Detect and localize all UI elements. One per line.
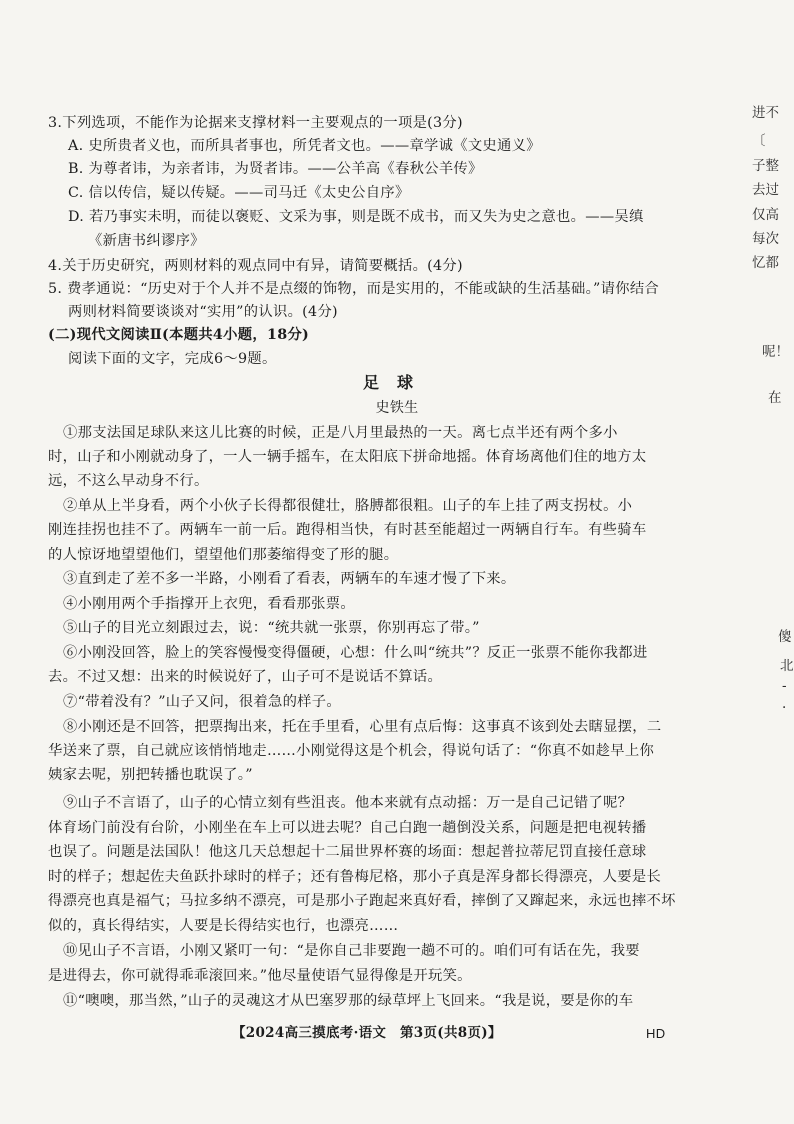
question-3-stem: 3.下列选项，不能作为论据来支撑材料一主要观点的一项是(3分) [48, 115, 463, 131]
question-5-line-2: 两则材料简要谈谈对“实用”的认识。(4分) [68, 304, 338, 320]
adjacent-page-fragment: 仅高 [752, 207, 779, 223]
question-3-option-a: A. 史所贵者义也，而所具者事也，所凭者文也。——章学诚《文史通义》 [68, 138, 541, 154]
story-line: ⑨山子不言语了，山子的心情立刻有些沮丧。他本来就有点动摇：万一是自己记错了呢？ [63, 795, 633, 811]
story-line: 姨家去呢，别把转播也耽误了。” [48, 767, 253, 783]
story-line: 得漂亮也真是福气；马拉多纳不漂亮，可是那小子跑起来真好看，摔倒了又蹿起来，永远也摔不坏 [48, 893, 676, 909]
adjacent-page-fragment: 在 [768, 390, 782, 406]
story-line: ⑤山子的目光立刻跟过去，说：“统共就一张票，你别再忘了带。” [63, 620, 480, 636]
adjacent-page-fragment: · [782, 700, 787, 716]
story-line: 是进得去，你可就得乖乖滚回来。”他尽量使语气显得像是开玩笑。 [48, 968, 472, 984]
story-line: ④小刚用两个手指撑开上衣兜，看看那张票。 [63, 596, 355, 612]
section-instruction: 阅读下面的文字，完成6～9题。 [68, 351, 277, 367]
question-5-line-1: 5. 费孝通说：“历史对于个人并不是点缀的饰物，而是实用的，不能或缺的生活基础。”请你结合 [48, 281, 660, 297]
story-line: ⑧小刚还是不回答，把票掏出来，托在手里看，心里有点后悔：这事真不该到处去瞎显摆，二 [63, 719, 662, 735]
question-3-option-d: D. 若乃事实未明，而徒以褒贬、文采为事，则是既不成书，而又失为史之意也。——吴缜 [68, 209, 644, 225]
adjacent-page-fragment: 忆都 [752, 255, 779, 271]
adjacent-page-fragment: 北 [780, 658, 794, 674]
adjacent-page-fragment: 呢！ [762, 344, 789, 360]
story-line: 远，不这么早动身不行。 [48, 473, 209, 489]
question-4: 4.关于历史研究，两则材料的观点同中有异，请简要概括。(4分) [48, 258, 463, 274]
adjacent-page-fragment: 去过 [752, 182, 779, 198]
story-author: 史铁生 [375, 400, 419, 416]
adjacent-page-fragment: - [782, 678, 787, 694]
story-line: ③直到走了差不多一半路，小刚看了看表，两辆车的车速才慢了下来。 [63, 571, 516, 587]
story-line: ②单从上半身看，两个小伙子长得都很健壮，胳膊都很粗。山子的车上挂了两支拐杖。小 [63, 498, 633, 514]
story-line: 的人惊讶地望望他们，望望他们那萎缩得变了形的腿。 [48, 547, 399, 563]
question-3-option-b: B. 为尊者讳，为亲者讳，为贤者讳。——公羊高《春秋公羊传》 [68, 161, 483, 177]
question-3-option-d-source: 《新唐书纠谬序》 [88, 233, 205, 249]
adjacent-page-fragment: 傻 [778, 629, 792, 645]
adjacent-page-fragment: 子整 [752, 158, 779, 174]
adjacent-page-fragment: 〔 [752, 133, 766, 149]
paper-code: HD [646, 1026, 666, 1041]
story-line: 刚连挂拐也挂不了。两辆车一前一后。跑得相当快，有时甚至能超过一两辆自行车。有些骑车 [48, 522, 647, 538]
story-line: 时的样子；想起佐夫鱼跃扑球时的样子；还有鲁梅尼格，那小子真是浑身都长得漂亮，人要是长 [48, 869, 662, 885]
story-line: 时，山子和小刚就动身了，一人一辆手摇车，在太阳底下拼命地摇。体育场离他们住的地方太 [48, 449, 647, 465]
section-heading: (二)现代文阅读Ⅱ(本题共4小题，18分) [48, 327, 310, 343]
page-footer: 【2024高三摸底考·语文 第3页(共8页)】 [232, 1025, 502, 1041]
question-3-option-c: C. 信以传信，疑以传疑。——司马迁《太史公自序》 [68, 185, 410, 201]
story-title: 足球 [362, 373, 431, 392]
story-line: 也误了。问题是法国队！他这几天总想起十二届世界杯赛的场面：想起普拉蒂尼罚直接任意球 [48, 844, 647, 860]
adjacent-page-fragment: 每次 [752, 231, 779, 247]
story-line: 去。不过又想：出来的时候说好了，山子可不是说话不算话。 [48, 669, 443, 685]
story-line: ⑥小刚没回答，脸上的笑容慢慢变得僵硬，心想：什么叫“统共”？反正一张票不能你我都进 [63, 645, 648, 661]
story-line: 似的，真长得结实，人要是长得结实也行，也漂亮…… [48, 918, 399, 934]
story-line: 体育场门前没有台阶，小刚坐在车上可以进去呢？自己白跑一趟倒没关系，问题是把电视转播 [48, 820, 647, 836]
story-line: ⑦“带着没有？”山子又问，很着急的样子。 [63, 694, 341, 710]
story-line: 华送来了票，自己就应该悄悄地走……小刚觉得这是个机会，得说句话了：“你真不如趁早上你 [48, 743, 655, 759]
story-line: ①那支法国足球队来这儿比赛的时候，正是八月里最热的一天。离七点半还有两个多小 [63, 425, 618, 441]
story-line: ⑩见山子不言语，小刚又紧叮一句：“是你自己非要跑一趟不可的。咱们可有话在先，我要 [63, 943, 640, 959]
story-line: ⑪“噢噢，那当然，”山子的灵魂这才从巴塞罗那的绿草坪上飞回来。“我是说，要是你的车 [63, 993, 634, 1009]
adjacent-page-fragment: 进不 [752, 105, 779, 121]
